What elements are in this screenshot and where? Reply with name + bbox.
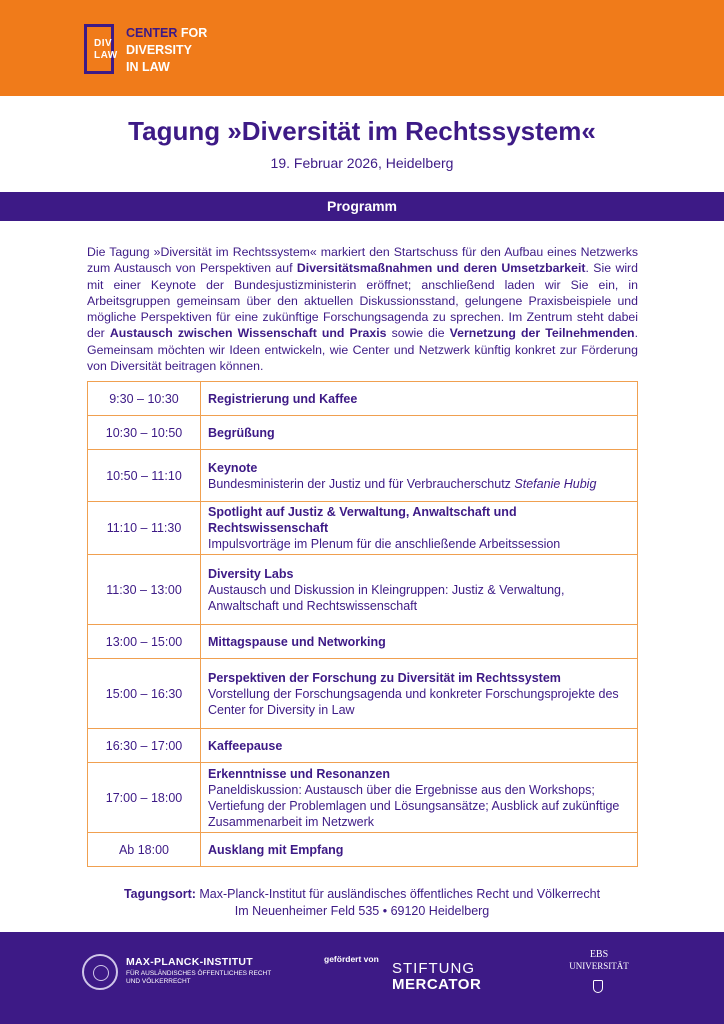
schedule-detail	[208, 476, 630, 492]
schedule-title: Mittagspause und Networking	[208, 634, 386, 649]
ebs-logo-top: EBS	[589, 949, 609, 960]
intro-segment: Vernetzung der Teilnehmenden	[449, 326, 635, 341]
mpi-subtitle	[126, 970, 271, 986]
logo-frame	[84, 24, 114, 74]
intro-paragraph	[87, 244, 638, 374]
schedule-detail	[208, 582, 630, 614]
schedule-row	[88, 382, 638, 416]
schedule-description	[201, 416, 638, 450]
schedule-title: Registrierung und Kaffee	[208, 391, 358, 406]
center-logo-name	[126, 25, 207, 76]
schedule-row	[88, 450, 638, 502]
schedule-time: 11:30 – 13:00	[88, 555, 201, 625]
stiftung-mercator-logo-top: STIFTUNG	[392, 960, 475, 977]
intro-segment: Austausch zwischen Wissenschaft und Praxis	[109, 326, 387, 341]
schedule-description	[201, 729, 638, 763]
schedule-row	[88, 763, 638, 833]
schedule-title: Perspektiven der Forschung zu Diversität im Rechtssystem	[208, 670, 561, 685]
schedule-detail-text: Austausch und Diskussion in Kleingruppen: Justiz & Verwaltung, Anwaltschaft und Rechtswissenschaft	[208, 582, 565, 613]
schedule-row	[88, 625, 638, 659]
sponsor-footer	[0, 932, 724, 1024]
venue-label: Tagungsort:	[123, 887, 196, 901]
intro-segment: sowie die	[386, 326, 450, 341]
schedule-detail	[208, 686, 630, 718]
schedule-title: Diversity Labs	[208, 566, 294, 581]
schedule-title: Spotlight auf Justiz & Verwaltung, Anwaltschaft und Rechtswissenschaft	[208, 505, 517, 535]
schedule-time: 9:30 – 10:30	[88, 382, 201, 416]
schedule-row	[88, 833, 638, 867]
schedule-title: Keynote	[208, 460, 258, 475]
schedule-time: 11:10 – 11:30	[88, 502, 201, 555]
schedule-detail-name: Stefanie Hubig	[514, 476, 597, 491]
header-banner	[0, 0, 724, 96]
schedule-title: Begrüßung	[208, 425, 275, 440]
ebs-crest-icon	[593, 980, 603, 993]
mpi-seal-icon	[82, 954, 118, 990]
schedule-time: 17:00 – 18:00	[88, 763, 201, 833]
schedule-time: Ab 18:00	[88, 833, 201, 867]
intro-segment: . Sie wird mit einer Keynote der Bundesjustizministerin eröffnet; anschließend laden wir Sie ein, in Arbeitsgruppen gemeinsam über den aktuellen Diskussionsstand, gelungene Praxisbeispiele und mögliche Perspektiven für eine zukünftige Forschungsagenda zu sprechen. Im Zentrum steht dabei der	[87, 261, 638, 341]
schedule-time: 16:30 – 17:00	[88, 729, 201, 763]
logo-diversity: DIVERSITY	[126, 43, 192, 57]
funded-by-label: gefördert von	[324, 954, 379, 964]
mpi-subtitle-line1: FÜR AUSLÄNDISCHES ÖFFENTLICHES RECHT	[126, 970, 272, 977]
schedule-description	[201, 625, 638, 659]
schedule-description	[201, 382, 638, 416]
schedule-description	[201, 502, 638, 555]
logo-for: FOR	[180, 26, 208, 40]
schedule-detail-text: Vorstellung der Forschungsagenda und konkreter Forschungsprojekte des Center for Diversity in Law	[208, 686, 619, 717]
schedule-detail-text: Impulsvorträge im Plenum für die anschließende Arbeitssession	[208, 537, 561, 551]
venue-address: Im Neuenheimer Feld 535 • 69120 Heidelberg	[234, 904, 490, 918]
schedule-detail-text: Bundesministerin der Justiz und für Verbraucherschutz	[208, 476, 515, 491]
schedule-detail	[208, 536, 630, 552]
programm-section-bar: Programm	[0, 192, 724, 221]
schedule-time: 13:00 – 15:00	[88, 625, 201, 659]
schedule-detail	[208, 782, 630, 830]
schedule-title: Kaffeepause	[208, 738, 283, 753]
stiftung-mercator-logo-bottom: MERCATOR	[392, 976, 482, 993]
logo-law-text: LAW	[94, 50, 118, 61]
logo-div-text: DIV	[94, 38, 113, 49]
event-date-location: 19. Februar 2026, Heidelberg	[270, 155, 454, 171]
schedule-description	[201, 555, 638, 625]
venue-info	[0, 886, 724, 920]
schedule-description	[201, 659, 638, 729]
schedule-title: Ausklang mit Empfang	[208, 842, 344, 857]
schedule-detail-text: Paneldiskussion: Austausch über die Ergebnisse aus den Workshops; Vertiefung der Problemlagen und Lösungsansätze; Ausblick auf zukünftige Zusammenarbeit im Netzwerk	[208, 782, 620, 829]
ebs-logo-bottom: UNIVERSITÄT	[569, 961, 629, 971]
schedule-row	[88, 659, 638, 729]
schedule-time: 10:50 – 11:10	[88, 450, 201, 502]
schedule-time: 10:30 – 10:50	[88, 416, 201, 450]
schedule-row	[88, 555, 638, 625]
program-schedule-table	[87, 381, 638, 867]
schedule-time: 15:00 – 16:30	[88, 659, 201, 729]
schedule-description	[201, 833, 638, 867]
mpi-subtitle-line2: UND VÖLKERRECHT	[126, 978, 191, 985]
schedule-row	[88, 729, 638, 763]
venue-name: Max-Planck-Institut für ausländisches öffentliches Recht und Völkerrecht	[195, 887, 601, 901]
intro-segment: Die Tagung »Diversität im Rechtssystem« markiert den Startschuss für den Aufbau eines Netzwerks zum Austausch von Perspektiven auf	[87, 245, 638, 276]
logo-center: CENTER	[126, 26, 178, 40]
schedule-description	[201, 763, 638, 833]
mpi-name: MAX-PLANCK-INSTITUT	[126, 956, 254, 968]
schedule-description	[201, 450, 638, 502]
schedule-row	[88, 502, 638, 555]
schedule-row	[88, 416, 638, 450]
page-title: Tagung »Diversität im Rechtssystem«	[128, 116, 596, 146]
schedule-title: Erkenntnisse und Resonanzen	[208, 766, 390, 781]
logo-in-law: IN LAW	[126, 60, 170, 74]
intro-segment: . Gemeinsam möchten wir Ideen entwickeln, wie Center und Netzwerk künftig konkret zur Förderung von Diversität beitragen können.	[87, 326, 638, 374]
intro-segment: Diversitätsmaßnahmen und deren Umsetzbarkeit	[296, 261, 586, 276]
